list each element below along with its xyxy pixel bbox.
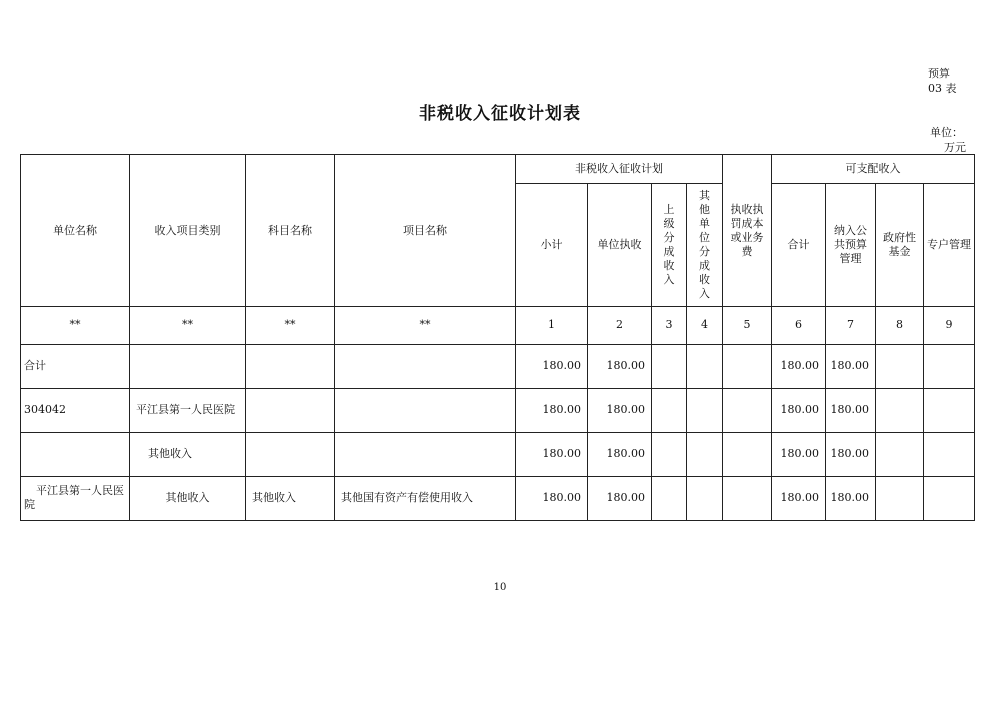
cell-unit-collect: 180.00 [588, 432, 652, 476]
cell-unit: 平江县第一人民医院 [21, 476, 130, 520]
cell-subject [246, 388, 335, 432]
cell-public: 180.00 [826, 432, 876, 476]
index-cell: ** [335, 307, 516, 344]
table-row [21, 476, 975, 520]
index-cell: 6 [772, 307, 826, 344]
cell-subtotal: 180.00 [516, 476, 588, 520]
cell-unit-collect: 180.00 [588, 388, 652, 432]
cell-unit [21, 432, 130, 476]
cell-public: 180.00 [826, 344, 876, 388]
cell-type [130, 344, 246, 388]
cell-total: 180.00 [772, 432, 826, 476]
cell-subtotal: 180.00 [516, 388, 588, 432]
table-row [21, 344, 975, 388]
index-cell: 1 [516, 307, 588, 344]
col-special-mgmt: 专户管理 [924, 184, 975, 307]
index-cell: 4 [687, 307, 723, 344]
unit-label-line2: 万元 [944, 141, 966, 154]
cell-project [335, 388, 516, 432]
col-project-name: 项目名称 [335, 155, 516, 307]
cell-unit-collect: 180.00 [588, 476, 652, 520]
table-row [21, 432, 975, 476]
cell-public: 180.00 [826, 476, 876, 520]
page-title: 非税收入征收计划表 [419, 104, 581, 124]
table-code-line1: 预算 [928, 67, 950, 80]
col-group-plan: 非税收入征收计划 [516, 155, 723, 184]
cell-other [687, 388, 723, 432]
index-cell: 5 [723, 307, 772, 344]
cell-special [924, 388, 975, 432]
index-row [21, 307, 975, 344]
cell-type: 其他收入 [130, 432, 246, 476]
col-subject-name: 科目名称 [246, 155, 335, 307]
unit-label-line1: 单位： [930, 126, 963, 139]
col-public-budget: 纳入公共预算管理 [826, 184, 876, 307]
col-unit-collect: 单位执收 [588, 184, 652, 307]
cell-subject [246, 344, 335, 388]
cell-total: 180.00 [772, 476, 826, 520]
cell-project: 其他国有资产有偿使用收入 [335, 476, 516, 520]
cell-special [924, 432, 975, 476]
col-subtotal: 小计 [516, 184, 588, 307]
col-unit-name: 单位名称 [21, 155, 130, 307]
cell-project [335, 432, 516, 476]
index-cell: 3 [652, 307, 687, 344]
index-cell: ** [21, 307, 130, 344]
col-enforce-cost: 执收执罚成本或业务费 [723, 155, 772, 307]
table-row [21, 388, 975, 432]
cell-cost [723, 344, 772, 388]
plan-table [20, 154, 975, 521]
header-row-1 [21, 155, 975, 184]
cell-type: 其他收入 [130, 476, 246, 520]
col-other-share: 其 他 单 位 分 成 收 入 [687, 184, 723, 307]
cell-subtotal: 180.00 [516, 432, 588, 476]
cell-special [924, 476, 975, 520]
table-code [928, 66, 957, 96]
cell-project [335, 344, 516, 388]
table-code-line2: 03 表 [928, 82, 957, 95]
cell-upper [652, 388, 687, 432]
cell-subject [246, 432, 335, 476]
cell-fund [876, 344, 924, 388]
index-cell: ** [246, 307, 335, 344]
index-cell: 7 [826, 307, 876, 344]
index-cell: ** [130, 307, 246, 344]
cell-special [924, 344, 975, 388]
cell-other [687, 344, 723, 388]
page-number: 10 [493, 582, 507, 593]
cell-public: 180.00 [826, 388, 876, 432]
unit-label [930, 125, 966, 155]
cell-upper [652, 476, 687, 520]
index-cell: 2 [588, 307, 652, 344]
cell-cost [723, 476, 772, 520]
cell-upper [652, 344, 687, 388]
col-total: 合计 [772, 184, 826, 307]
cell-upper [652, 432, 687, 476]
cell-other [687, 476, 723, 520]
cell-cost [723, 432, 772, 476]
index-cell: 8 [876, 307, 924, 344]
col-group-disposable: 可支配收入 [772, 155, 975, 184]
cell-subtotal: 180.00 [516, 344, 588, 388]
cell-unit: 合计 [21, 344, 130, 388]
cell-fund [876, 432, 924, 476]
cell-type: 平江县第一人民医院 [130, 388, 246, 432]
cell-unit-collect: 180.00 [588, 344, 652, 388]
col-income-type: 收入项目类别 [130, 155, 246, 307]
cell-total: 180.00 [772, 388, 826, 432]
col-upper-share: 上 级 分 成 收 入 [652, 184, 687, 307]
cell-fund [876, 388, 924, 432]
cell-total: 180.00 [772, 344, 826, 388]
col-gov-fund: 政府性基金 [876, 184, 924, 307]
cell-subject: 其他收入 [246, 476, 335, 520]
cell-other [687, 432, 723, 476]
cell-fund [876, 476, 924, 520]
index-cell: 9 [924, 307, 975, 344]
cell-cost [723, 388, 772, 432]
cell-unit: 304042 [21, 388, 130, 432]
